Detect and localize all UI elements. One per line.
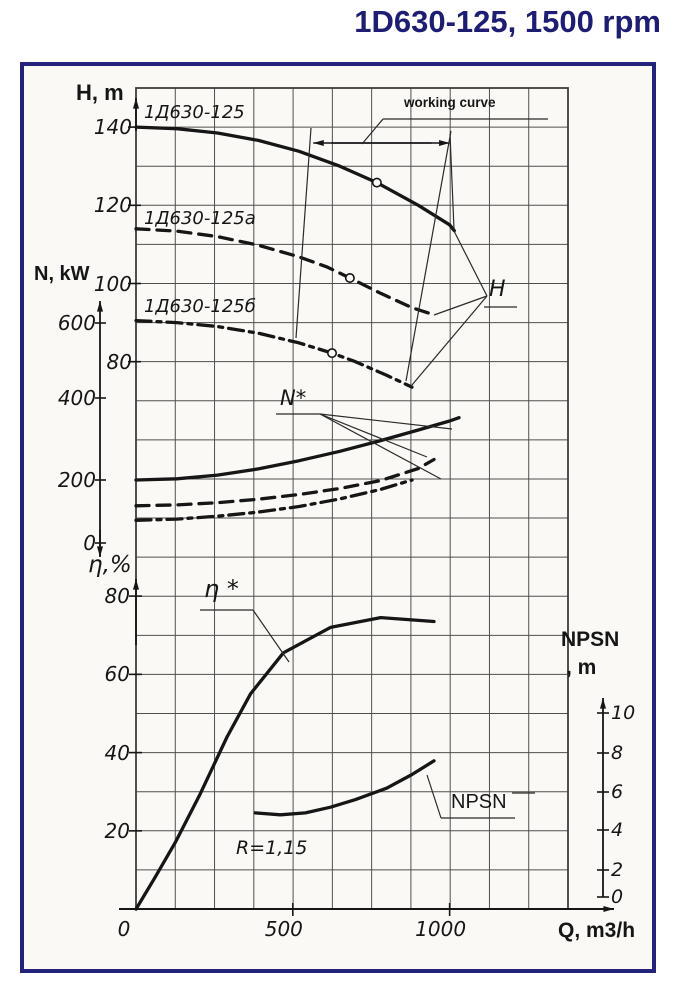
npsn-axis-title-line1: NPSN (561, 628, 620, 651)
curve-label-1d630-125b: 1Д630-125б (144, 296, 256, 317)
curve-npsn (255, 761, 434, 815)
npsn-axis-tick-label: 2 (611, 859, 624, 881)
npsn-axis-tick-label: 6 (611, 781, 624, 803)
n-axis-tick-label: 200 (57, 468, 96, 492)
npsn-axis-tick-label: 4 (611, 819, 624, 841)
h-axis-tick-label: 100 (93, 271, 132, 296)
eta-axis-tick-label: 20 (104, 818, 130, 843)
n-star-label: N* (280, 386, 307, 410)
npsn-axis-title-line2: , m (566, 656, 597, 679)
q-axis-tick-label: 1000 (415, 917, 467, 941)
h-axis-tick-label: 80 (106, 349, 132, 374)
q-axis-tick-label: 500 (264, 917, 303, 941)
q-axis-tick-label: 0 (117, 917, 131, 941)
curve-eta (136, 618, 434, 910)
n-axis-title: N, kW (34, 263, 90, 285)
npsn-curve-label: NPSN (451, 791, 507, 813)
n-axis-tick-label: 400 (57, 386, 96, 410)
working-curve-label: working curve (404, 95, 496, 110)
h-axis-title: H, m (76, 80, 124, 105)
working-point-marker (346, 274, 354, 282)
curve-N-125b (136, 480, 412, 520)
curve-label-1d630-125: 1Д630-125 (144, 102, 245, 123)
working-point-marker (328, 349, 336, 357)
eta-star-label: η * (204, 575, 239, 603)
q-axis-title: Q, m3/h (558, 919, 636, 942)
n-axis-tick-label: 600 (57, 311, 96, 335)
curve-N-125a (136, 460, 434, 506)
eta-axis-tick-label: 40 (104, 740, 130, 765)
eta-axis-tick-label: 80 (104, 584, 130, 609)
h-axis-tick-label: 140 (93, 115, 132, 140)
page-title: 1D630-125, 1500 rpm (354, 4, 661, 39)
curve-label-1d630-125a: 1Д630-125а (144, 208, 256, 229)
npsn-axis-tick-label: 10 (611, 702, 636, 724)
eta-axis-title: η,% (88, 552, 132, 578)
curve-H-125b (136, 321, 412, 388)
npsn-axis-tick-label: 0 (611, 886, 624, 908)
r-value-label: R=1,15 (236, 837, 308, 859)
h-axis-tick-label: 120 (93, 193, 132, 218)
n-axis-tick-label: 0 (83, 531, 96, 555)
h-curves-label: H (489, 277, 506, 302)
eta-axis-tick-label: 60 (104, 662, 130, 687)
npsn-axis-tick-label: 8 (611, 742, 624, 764)
working-point-marker (373, 178, 381, 186)
